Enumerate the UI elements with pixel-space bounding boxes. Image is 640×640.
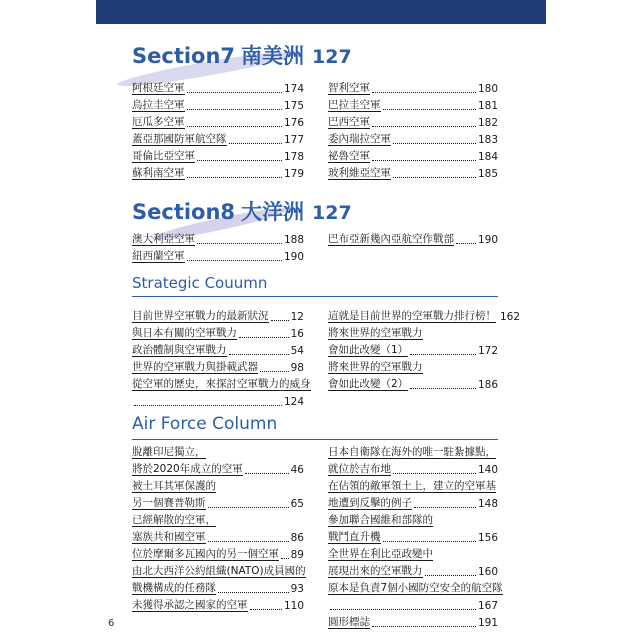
- toc-entry: [132, 510, 304, 527]
- toc-entry: [328, 146, 498, 163]
- toc-entry: [132, 459, 304, 476]
- toc-entry-title: 哥倫比亞空軍: [132, 150, 195, 162]
- toc-entry-page: 46: [290, 464, 304, 476]
- toc-entry-page: 93: [290, 583, 304, 595]
- toc-entry-title: 目前世界空軍戰力的最新狀況: [132, 310, 269, 322]
- dot-leader: [245, 472, 289, 474]
- strategic-column-rule: [132, 296, 498, 297]
- toc-entry-title: 全世界在利比亞政變中: [328, 548, 433, 560]
- toc-entry-page: 177: [283, 134, 304, 146]
- section7-name: 南美洲: [241, 44, 305, 68]
- toc-entry: [328, 78, 498, 95]
- dot-leader: [208, 540, 289, 542]
- toc-entry: [328, 306, 521, 323]
- dot-leader: [134, 404, 282, 406]
- toc-entry-page: 156: [477, 532, 498, 544]
- dot-leader: [187, 108, 282, 110]
- dot-leader: [187, 125, 282, 127]
- toc-entry-page: 182: [477, 117, 498, 129]
- toc-entry: [132, 442, 304, 459]
- toc-entry-title: 會如此改變（2）: [328, 378, 409, 390]
- toc-entry-page: 98: [290, 362, 304, 374]
- toc-entry-title: 烏拉圭空軍: [132, 99, 185, 111]
- dot-leader: [393, 142, 476, 144]
- toc-entry-title: 會如此改變（1）: [328, 344, 409, 356]
- toc-entry-title: 就位於吉布地: [328, 463, 391, 475]
- toc-entry-page: 190: [283, 251, 304, 263]
- toc-entry: [328, 374, 498, 391]
- toc-entry: [328, 112, 498, 129]
- toc-entry-page: 180: [477, 83, 498, 95]
- toc-entry-title: 原本是負責7個小國防空安全的航空隊: [328, 582, 503, 594]
- toc-entry-page: 162: [500, 311, 521, 323]
- dot-leader: [197, 159, 282, 161]
- section7-page: 127: [312, 46, 352, 68]
- toc-entry-page: 185: [477, 168, 498, 180]
- section8-name: 大洋洲: [241, 200, 305, 224]
- toc-entry-title: 政治體制與空軍戰力: [132, 344, 227, 356]
- section8-left-list: [132, 229, 304, 263]
- toc-entry: [328, 357, 498, 374]
- toc-entry: [132, 578, 304, 595]
- toc-entry-title: 展現出來的空軍戰力: [328, 565, 423, 577]
- dot-leader: [372, 91, 476, 93]
- toc-entry-title: 智利空軍: [328, 82, 370, 94]
- dot-leader: [271, 319, 289, 321]
- toc-entry-title: 圓形標誌: [328, 616, 370, 628]
- dot-leader: [250, 608, 282, 610]
- dot-leader: [414, 506, 476, 508]
- toc-entry-page: 175: [283, 100, 304, 112]
- strategic-column-title: Strategic Couumn: [132, 274, 268, 292]
- toc-entry-title: 祕魯空軍: [328, 150, 370, 162]
- toc-entry-title: 澳大利亞空軍: [132, 233, 195, 245]
- dot-leader: [410, 353, 476, 355]
- toc-entry-page: 186: [477, 379, 498, 391]
- toc-entry-page: 174: [283, 83, 304, 95]
- toc-entry: [132, 544, 304, 561]
- section7-heading: [132, 40, 352, 70]
- toc-entry: [132, 595, 304, 612]
- toc-entry-page: 16: [290, 328, 304, 340]
- toc-entry-title: 巴西空軍: [328, 116, 370, 128]
- dot-leader: [229, 353, 289, 355]
- dot-leader: [456, 242, 476, 244]
- toc-entry-title: 從空軍的歷史，來探討空軍戰力的威身: [132, 378, 311, 390]
- toc-entry-title: 玻利維亞空軍: [328, 167, 391, 179]
- dot-leader: [229, 142, 282, 144]
- dot-leader: [208, 506, 289, 508]
- toc-entry-page: 179: [283, 168, 304, 180]
- toc-entry: [132, 493, 304, 510]
- toc-entry: [132, 357, 304, 374]
- toc-entry-title: 日本自衛隊在海外的唯一駐紮據點，: [328, 446, 496, 458]
- toc-entry: [328, 561, 498, 578]
- dot-leader: [410, 387, 476, 389]
- toc-entry: [132, 527, 304, 544]
- toc-entry-page: 178: [283, 151, 304, 163]
- toc-entry-title: 委內瑞拉空軍: [328, 133, 391, 145]
- toc-entry: [328, 129, 498, 146]
- section7-right-list: [328, 78, 498, 180]
- toc-entry: [328, 527, 498, 544]
- dot-leader: [187, 259, 282, 261]
- toc-entry-page: 181: [477, 100, 498, 112]
- toc-entry-page: 54: [290, 345, 304, 357]
- top-color-band: [96, 0, 546, 24]
- toc-entry: [132, 476, 304, 493]
- toc-entry-page: 86: [290, 532, 304, 544]
- dot-leader: [393, 472, 476, 474]
- toc-entry-title: 戰鬥直升機: [328, 531, 381, 543]
- airforce-left-list: [132, 442, 304, 612]
- toc-entry-title: 世界的空軍戰力與掛載武器: [132, 361, 258, 373]
- section8-right-list: [328, 229, 498, 246]
- dot-leader: [383, 108, 476, 110]
- toc-entry-page: 160: [477, 566, 498, 578]
- toc-entry-page: 167: [477, 600, 498, 612]
- section8-page: 127: [312, 202, 352, 224]
- toc-entry: [132, 374, 311, 391]
- toc-entry-title: 未獲得承認之國家的空軍: [132, 599, 248, 611]
- dot-leader: [372, 625, 476, 627]
- toc-entry-page: 110: [283, 600, 304, 612]
- toc-entry: [328, 95, 498, 112]
- toc-entry-title: 蓋亞那國防軍航空隊: [132, 133, 227, 145]
- toc-entry-title: 將於2020年成立的空軍: [132, 463, 243, 475]
- toc-entry-title: 另一個賽普勒斯: [132, 497, 206, 509]
- airforce-right-list: [328, 442, 503, 629]
- dot-leader: [393, 176, 476, 178]
- toc-entry: [328, 163, 498, 180]
- toc-entry: [328, 323, 498, 340]
- toc-entry: [132, 391, 304, 408]
- toc-entry: [328, 544, 498, 561]
- strategic-right-list: [328, 306, 521, 391]
- toc-entry: [132, 95, 304, 112]
- toc-entry-page: 89: [290, 549, 304, 561]
- toc-entry-page: 184: [477, 151, 498, 163]
- toc-entry: [132, 323, 304, 340]
- toc-entry-title: 參加聯合國維和部隊的: [328, 514, 433, 526]
- toc-entry-page: 191: [477, 617, 498, 629]
- dot-leader: [197, 242, 282, 244]
- toc-entry-title: 與日本有關的空軍戰力: [132, 327, 237, 339]
- toc-entry-title: 在佔領的敵軍領土上，建立的空軍基: [328, 480, 496, 492]
- toc-entry: [132, 146, 304, 163]
- toc-entry: [132, 561, 304, 578]
- toc-entry-title: 巴布亞新幾內亞航空作戰部: [328, 233, 454, 245]
- toc-entry-page: 183: [477, 134, 498, 146]
- toc-entry: [132, 112, 304, 129]
- toc-entry-title: 塞族共和國空軍: [132, 531, 206, 543]
- toc-entry: [132, 78, 304, 95]
- dot-leader: [383, 540, 476, 542]
- toc-entry: [328, 442, 498, 459]
- strategic-left-list: [132, 306, 311, 408]
- toc-entry-title: 脫離印尼獨立，: [132, 446, 206, 458]
- toc-entry: [328, 229, 498, 246]
- airforce-column-title: Air Force Column: [132, 414, 278, 434]
- dot-leader: [218, 591, 289, 593]
- airforce-column-rule: [132, 439, 498, 440]
- toc-entry-title: 位於摩爾多瓦國內的另一個空軍: [132, 548, 279, 560]
- toc-entry: [132, 246, 304, 263]
- toc-entry-page: 176: [283, 117, 304, 129]
- toc-entry-title: 將來世界的空軍戰力: [328, 327, 423, 339]
- toc-entry: [132, 129, 304, 146]
- toc-entry-title: 戰機構成的任務隊: [132, 582, 216, 594]
- toc-entry: [328, 510, 498, 527]
- toc-entry: [328, 595, 498, 612]
- dot-leader: [187, 91, 282, 93]
- toc-entry-title: 被土耳其軍保護的: [132, 480, 216, 492]
- dot-leader: [425, 574, 476, 576]
- dot-leader: [330, 608, 476, 610]
- dot-leader: [372, 125, 476, 127]
- toc-entry-page: 12: [290, 311, 304, 323]
- toc-entry-title: 蘇利南空軍: [132, 167, 185, 179]
- toc-entry-title: 阿根廷空軍: [132, 82, 185, 94]
- toc-entry-title: 將來世界的空軍戰力: [328, 361, 423, 373]
- toc-entry-page: 148: [477, 498, 498, 510]
- toc-entry-title: 厄瓜多空軍: [132, 116, 185, 128]
- dot-leader: [239, 336, 289, 338]
- toc-entry: [328, 340, 498, 357]
- toc-entry-page: 140: [477, 464, 498, 476]
- section7-left-list: [132, 78, 304, 180]
- toc-entry-title: 這就是目前世界的空軍戰力排行榜！: [328, 310, 496, 322]
- toc-entry-title: 紐西蘭空軍: [132, 250, 185, 262]
- toc-entry: [328, 493, 498, 510]
- toc-entry: [132, 163, 304, 180]
- toc-entry-title: 巴拉圭空軍: [328, 99, 381, 111]
- dot-leader: [372, 159, 476, 161]
- section7-label: Section7: [132, 44, 236, 68]
- section8-label: Section8: [132, 200, 236, 224]
- toc-entry-title: 已經解散的空軍，: [132, 514, 216, 526]
- toc-entry: [132, 229, 304, 246]
- dot-leader: [260, 370, 289, 372]
- toc-entry-title: 地遭到反擊的例子: [328, 497, 412, 509]
- toc-entry: [328, 459, 498, 476]
- dot-leader: [187, 176, 282, 178]
- toc-entry: [132, 340, 304, 357]
- dot-leader: [281, 557, 289, 559]
- section8-heading: [132, 196, 352, 226]
- toc-entry: [328, 612, 498, 629]
- toc-entry-page: 190: [477, 234, 498, 246]
- toc-entry-page: 124: [283, 396, 304, 408]
- toc-entry: [328, 476, 498, 493]
- toc-entry: [328, 578, 503, 595]
- toc-entry-page: 65: [290, 498, 304, 510]
- toc-entry-page: 172: [477, 345, 498, 357]
- page-number: 6: [108, 618, 115, 629]
- toc-entry: [132, 306, 304, 323]
- toc-entry-page: 188: [283, 234, 304, 246]
- toc-entry-title: 由北大西洋公約組織(NATO)成員國的: [132, 565, 306, 577]
